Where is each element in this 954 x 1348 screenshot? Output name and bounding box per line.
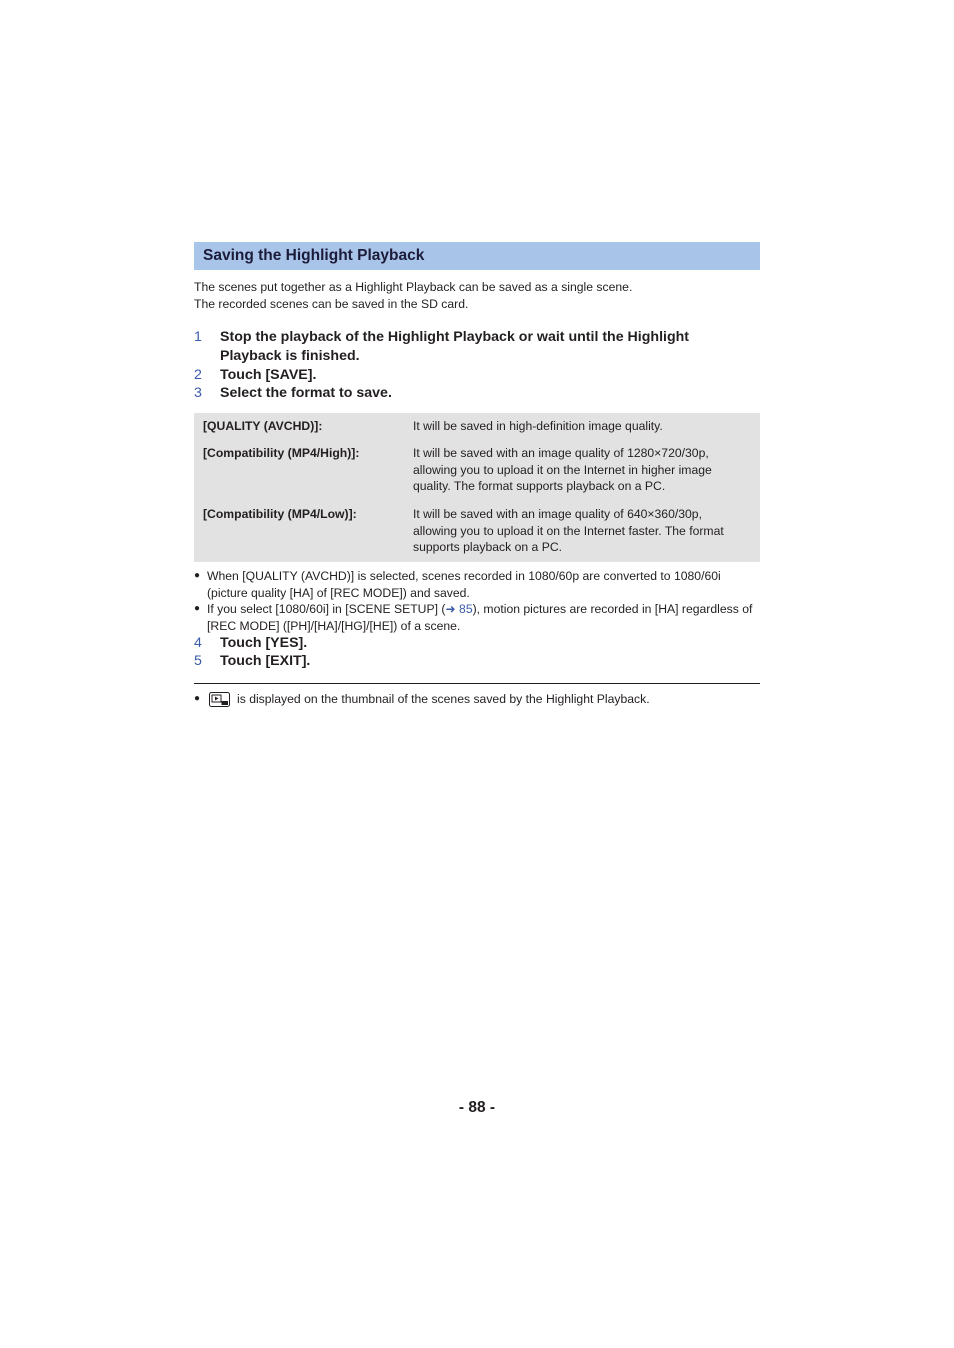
step-text: Touch [YES]. (220, 635, 308, 651)
format-name: [QUALITY (AVCHD)]: (203, 419, 323, 433)
step-text: Touch [EXIT]. (220, 653, 311, 669)
section-title: Saving the Highlight Playback (203, 247, 425, 264)
page-number: - 88 - (458, 1099, 496, 1116)
section-header (194, 242, 760, 270)
note-text: When [QUALITY (AVCHD)] is selected, scenes recorded in 1080/60p are converted to 1080/60i (picture quality [HA] of [REC MODE]) and saved. (207, 569, 721, 600)
step-text: Select the format to save. (220, 385, 392, 401)
footnote-text: is displayed on the thumbnail of the scenes saved by the Highlight Playback. (237, 692, 650, 706)
step-number: 3 (194, 385, 202, 401)
step-number: 2 (194, 367, 202, 383)
bullet-icon: ● (194, 603, 201, 615)
intro-text (194, 279, 632, 313)
notes (194, 568, 760, 635)
bullet-icon: ● (194, 570, 201, 581)
format-description: It will be saved with an image quality of 1280×720/30p, allowing you to upload it on the Internet in higher image quality. The format supports playback on a PC. (413, 446, 712, 494)
format-table (194, 413, 760, 562)
format-description: It will be saved with an image quality of 640×360/30p, allowing you to upload it on the Internet faster. The format supports playback on a PC. (413, 507, 724, 555)
note-text: If you select [1080/60i] in [SCENE SETUP] ( (207, 602, 446, 617)
format-description: It will be saved in high-definition image quality. (413, 419, 663, 433)
step-text: Touch [SAVE]. (220, 367, 317, 383)
note-item (194, 601, 760, 634)
step-number: 1 (194, 329, 202, 345)
divider (194, 683, 760, 684)
step-number: 5 (194, 653, 202, 669)
format-name: [Compatibility (MP4/Low)]: (203, 507, 357, 521)
page-reference-link[interactable]: ➜ 85 (445, 602, 473, 617)
step-text: Stop the playback of the Highlight Playback or wait until the Highlight Playback is finished. (220, 329, 690, 364)
format-name: [Compatibility (MP4/High)]: (203, 446, 360, 460)
step-number: 4 (194, 635, 202, 651)
note-text: ), motion pictures are recorded in [HA] regardless of [REC MODE] ([PH]/[HA]/[HG]/[HE]) of a scene. (207, 602, 753, 634)
intro-line: The recorded scenes can be saved in the SD card. (194, 297, 469, 311)
highlight-playback-icon (209, 692, 230, 707)
note-item (194, 568, 760, 601)
intro-line: The scenes put together as a Highlight Playback can be saved as a single scene. (194, 280, 633, 294)
bullet-icon: ● (194, 693, 201, 704)
